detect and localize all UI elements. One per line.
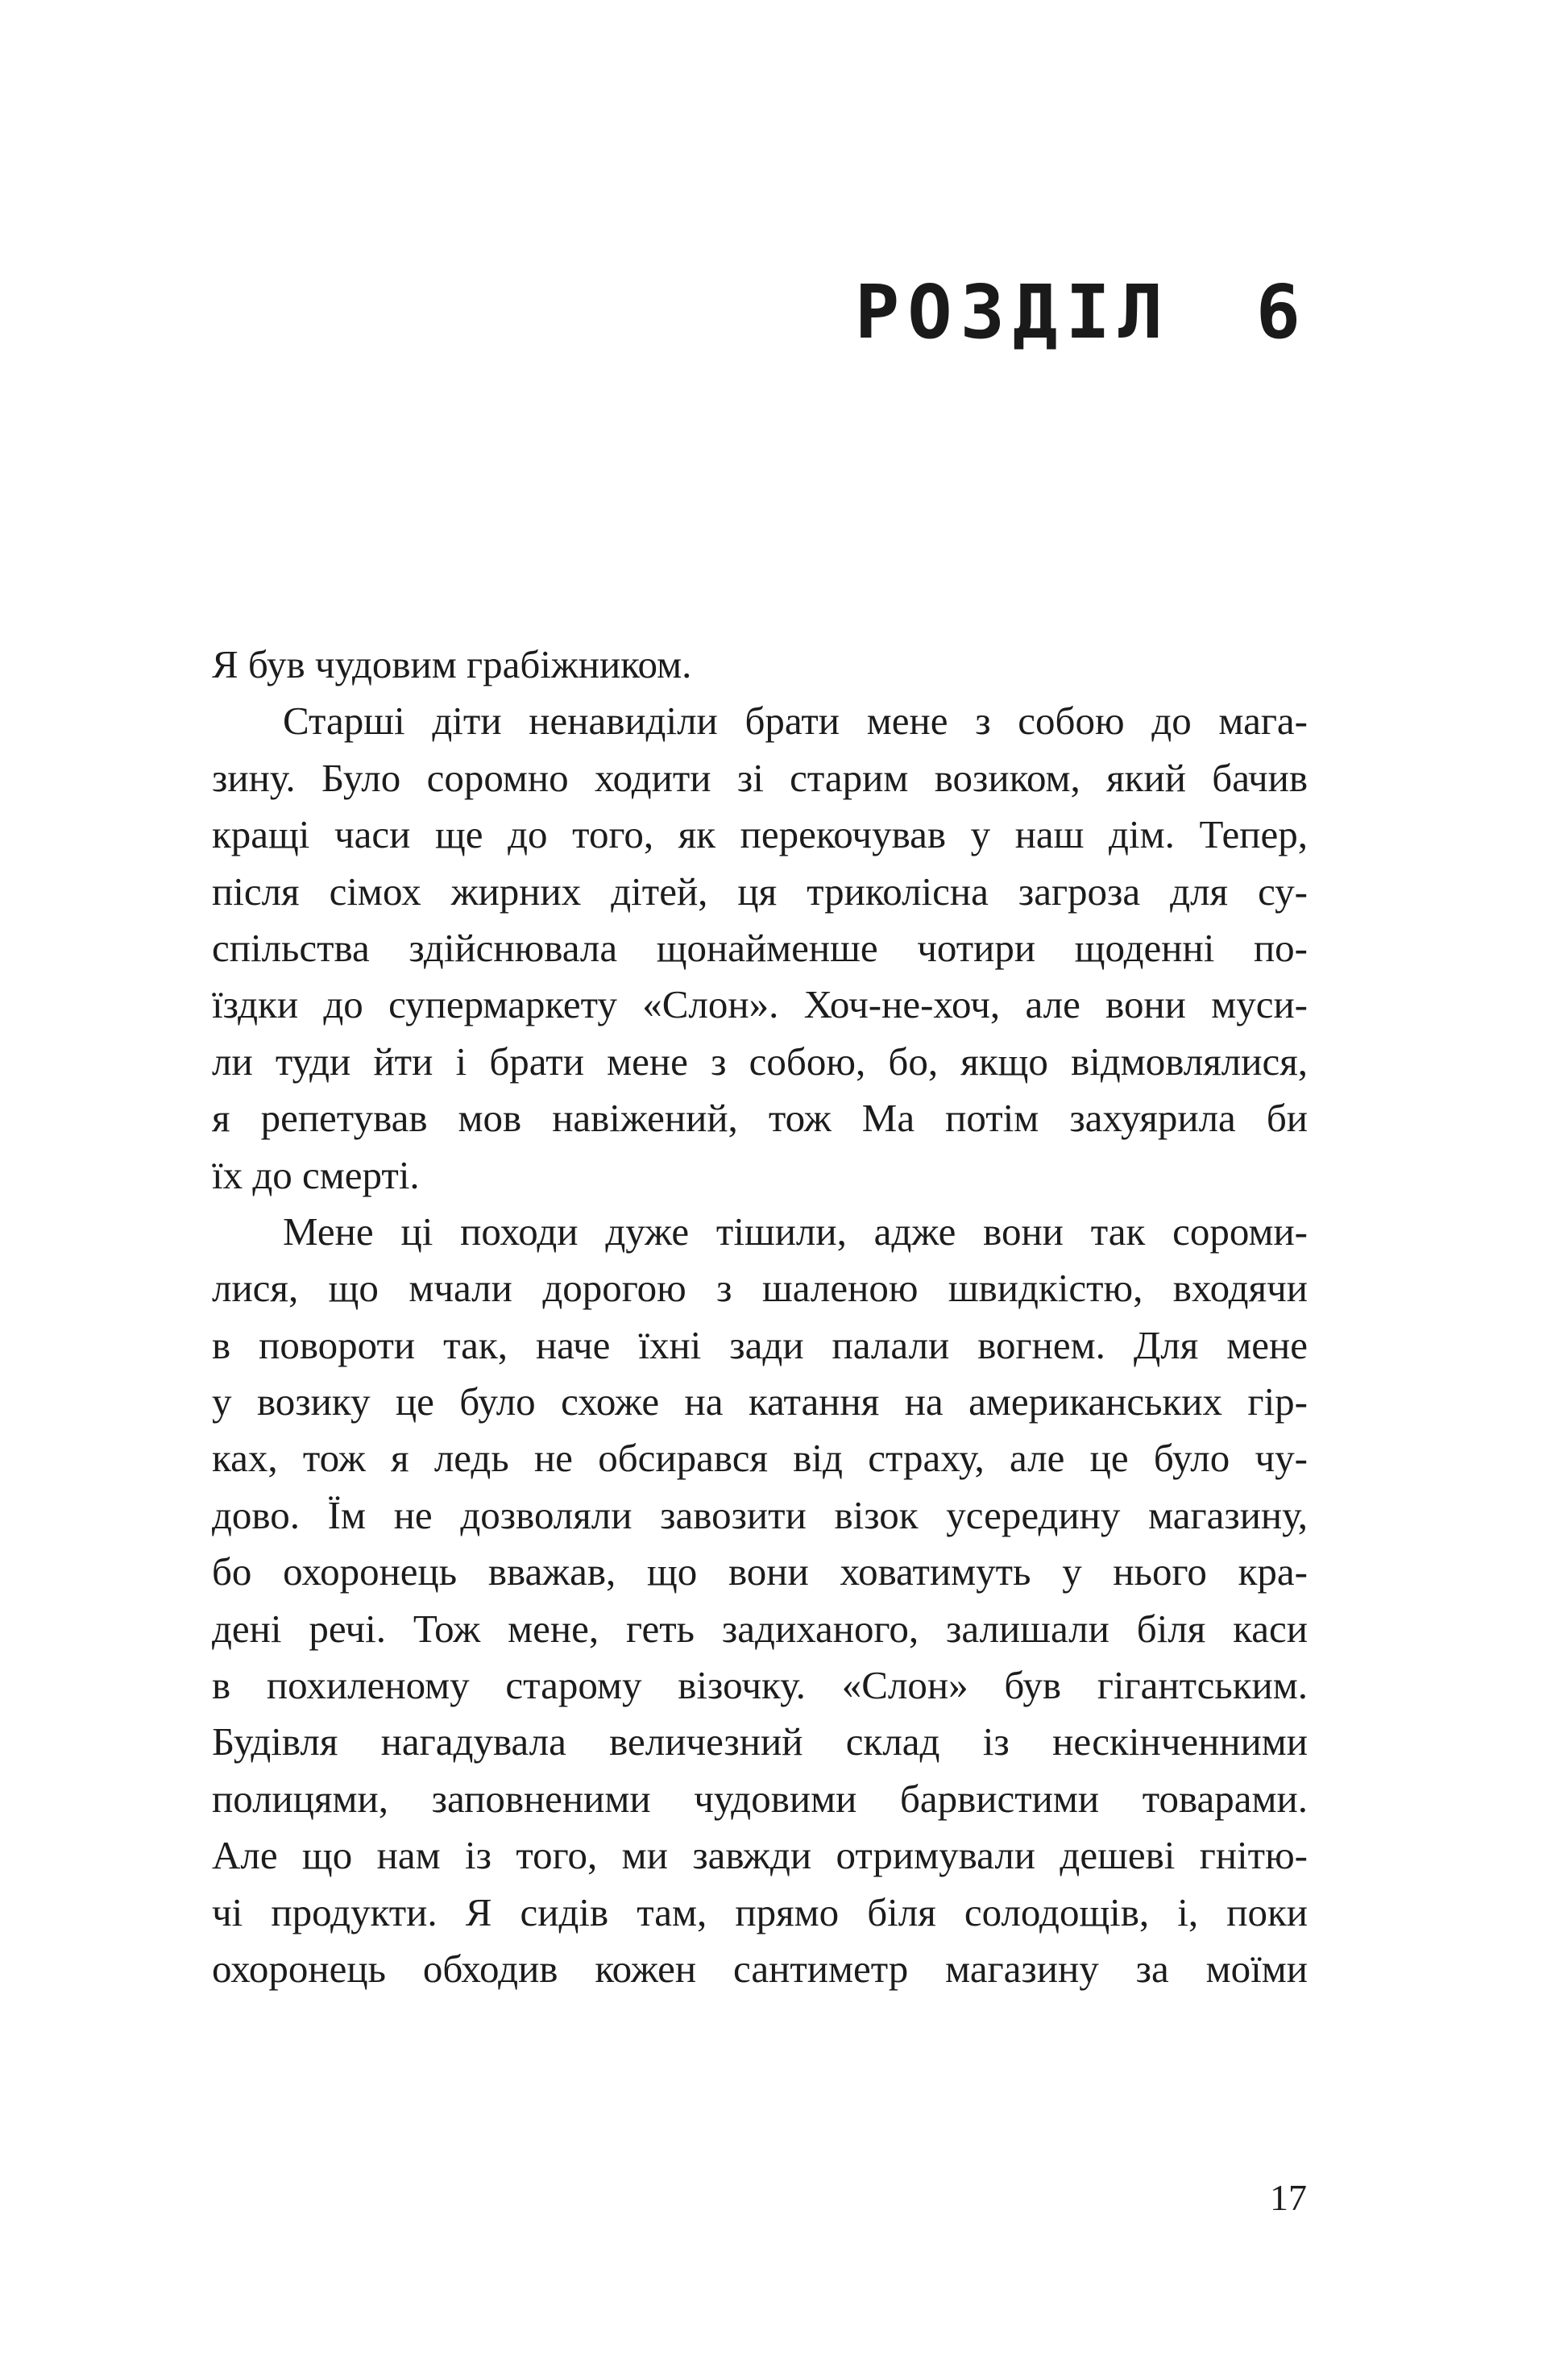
text-line: дені речі. Тож мене, геть задиханого, залишали біля каси	[212, 1606, 1308, 1651]
text-line: Мене ці походи дуже тішили, адже вони так сороми-	[283, 1209, 1308, 1254]
text-line: після сімох жирних дітей, ця триколісна загроза для су-	[212, 869, 1308, 914]
text-line: кращі часи ще до того, як перекочував у наш дім. Тепер,	[212, 812, 1308, 857]
text-line: охоронець обходив кожен сантиметр магазину за моїми	[212, 1946, 1308, 1991]
text-line: в похиленому старому візочку. «Слон» був гігантським.	[212, 1663, 1308, 1708]
text-line: чі продукти. Я сидів там, прямо біля солодощів, і, поки	[212, 1889, 1308, 1934]
text-line: спільства здійснювала щонайменше чотири щоденні по-	[212, 925, 1308, 970]
text-line: дово. Їм не дозволяли завозити візок усередину магазину,	[212, 1492, 1308, 1537]
text-line: лися, що мчали дорогою з шаленою швидкістю, входячи	[212, 1266, 1308, 1311]
chapter-title: РОЗДІЛ 6	[854, 269, 1309, 355]
text-line: ли туди йти і брати мене з собою, бо, якщо відмовлялися,	[212, 1039, 1308, 1084]
text-line: ках, тож я ледь не обсирався від страху, але це було чу-	[212, 1436, 1308, 1481]
text-line: Але що нам із того, ми завжди отримували дешеві гнітю-	[212, 1833, 1308, 1878]
text-line: їх до смерті.	[212, 1152, 420, 1197]
text-line: зину. Було соромно ходити зі старим возиком, який бачив	[212, 755, 1308, 800]
text-line: бо охоронець вважав, що вони ховатимуть у нього кра-	[212, 1549, 1308, 1594]
text-line: полицями, заповненими чудовими барвистими товарами.	[212, 1776, 1308, 1821]
text-line: їздки до супермаркету «Слон». Хоч-не-хоч, але вони муси-	[212, 982, 1308, 1027]
text-line: Старші діти ненавиділи брати мене з собою до мага-	[283, 699, 1308, 744]
text-line: я репетував мов навіжений, тож Ма потім захуярила би	[212, 1096, 1308, 1141]
text-line: у возику це було схоже на катання на американських гір-	[212, 1379, 1308, 1424]
text-line: Я був чудовим грабіжником.	[212, 642, 692, 686]
text-line: в повороти так, наче їхні зади палали вогнем. Для мене	[212, 1322, 1308, 1367]
page-number: 17	[1270, 2177, 1307, 2218]
text-line: Будівля нагадувала величезний склад із нескінченними	[212, 1719, 1308, 1764]
body-text	[212, 636, 1308, 1997]
